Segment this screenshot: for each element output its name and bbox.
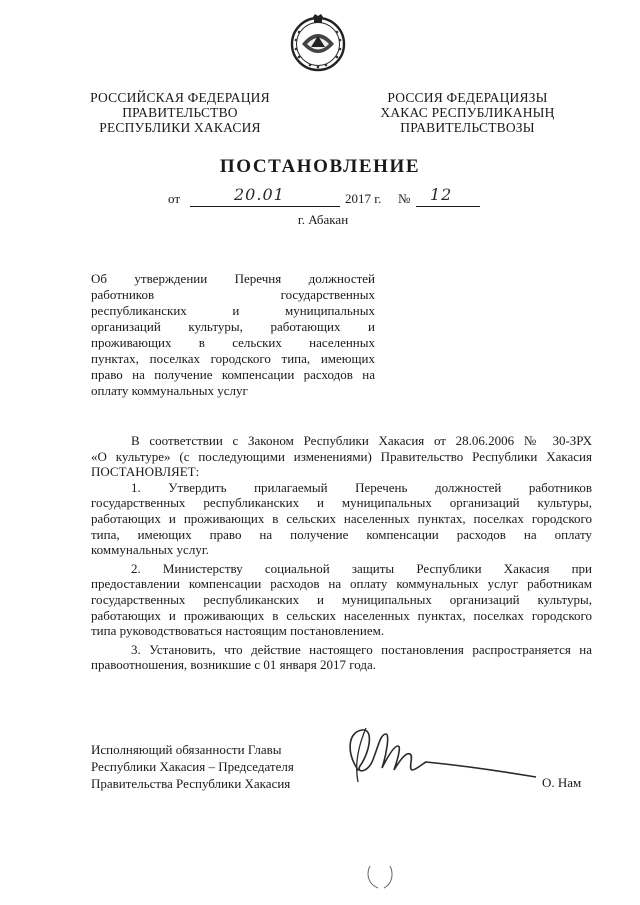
body-line: работающих и проживающих в сельских населенных пунктах, поселках городского bbox=[91, 607, 592, 623]
header-left-line: РЕСПУБЛИКИ ХАКАСИЯ bbox=[99, 120, 261, 135]
body-line: 3. Установить, что действие настоящего постановления распространяется на bbox=[131, 641, 592, 657]
date-from-label: от bbox=[168, 191, 181, 206]
body-text bbox=[91, 433, 592, 673]
subject-line: оплату коммунальных услуг bbox=[91, 383, 248, 398]
body-line: «О культуре» (с последующими изменениями) Правительство Республики Хакасия bbox=[91, 448, 592, 464]
body-line: правоотношения, возникшие с 01 января 2017 года. bbox=[91, 657, 377, 673]
body-line: государственных республиканских и муниципальных организаций культуры, bbox=[91, 591, 592, 607]
header-right-line: ХАКАС РЕСПУБЛИКАНЫҢ bbox=[380, 105, 555, 120]
document-title: ПОСТАНОВЛЕНИЕ bbox=[219, 156, 421, 177]
handwritten-signature bbox=[336, 722, 536, 802]
body-line: ПОСТАНОВЛЯЕТ: bbox=[91, 464, 200, 480]
subject-line: республиканских и муниципальных bbox=[91, 303, 375, 318]
body-line: 1. Утвердить прилагаемый Перечень должностей работников bbox=[131, 479, 592, 495]
signatory-position bbox=[91, 741, 294, 792]
subject-line: пунктах, поселках городского типа, имеющих bbox=[91, 351, 375, 366]
subject-block bbox=[91, 271, 375, 399]
subject-line: право на получение компенсации расходов на bbox=[91, 367, 375, 382]
header-right-line: ПРАВИТЕЛЬСТВОЗЫ bbox=[400, 120, 535, 135]
subject-line: проживающих в сельских населенных bbox=[91, 335, 375, 350]
number-label: № bbox=[398, 191, 411, 206]
scan-marks bbox=[362, 862, 402, 892]
body-line: предоставлении компенсации расходов на оплату коммунальных услуг работникам bbox=[91, 576, 592, 592]
body-line: 2. Министерству социальной защиты Республики Хакасия при bbox=[131, 560, 592, 576]
number-underline bbox=[416, 206, 480, 207]
date-number-line bbox=[160, 185, 500, 209]
subject-line: организаций культуры, работающих и bbox=[91, 319, 375, 334]
date-underline bbox=[190, 206, 340, 207]
header-left-line: ПРАВИТЕЛЬСТВО bbox=[122, 105, 238, 120]
body-line: типа руководствоваться настоящим постановлением. bbox=[91, 623, 385, 639]
signatory-line: Республики Хакасия – Председателя bbox=[91, 759, 294, 774]
number-handwritten: 12 bbox=[430, 185, 453, 204]
signatory-line: Правительства Республики Хакасия bbox=[91, 776, 291, 791]
subject-line: Об утверждении Перечня должностей bbox=[91, 271, 375, 286]
body-line: коммунальных услуг. bbox=[91, 542, 209, 558]
header-left-russian bbox=[80, 90, 280, 135]
city-line bbox=[0, 212, 640, 228]
body-line: работающих и проживающих в сельских населенных пунктах, поселках городского bbox=[91, 510, 592, 526]
body-line: государственных республиканских и муниципальных организаций культуры, bbox=[91, 495, 592, 511]
header-right-line: РОССИЯ ФЕДЕРАЦИЯЗЫ bbox=[387, 90, 548, 105]
signatory-line: Исполняющий обязанности Главы bbox=[91, 742, 282, 757]
year-label: 2017 г. bbox=[345, 191, 382, 206]
signatory-name: О. Нам bbox=[542, 775, 582, 790]
body-line: В соответствии с Законом Республики Хакасия от 28.06.2006 № 30-ЗРХ bbox=[131, 433, 592, 448]
header-right-khakas bbox=[360, 90, 575, 135]
date-handwritten: 20.01 bbox=[234, 185, 285, 204]
subject-line: работников государственных bbox=[91, 287, 375, 302]
header-left-line: РОССИЙСКАЯ ФЕДЕРАЦИЯ bbox=[90, 90, 270, 105]
body-line: типа, имеющих право на получение компенсации расходов на оплату bbox=[91, 526, 592, 542]
city: г. Абакан bbox=[297, 212, 349, 227]
coat-of-arms-emblem bbox=[289, 14, 347, 72]
